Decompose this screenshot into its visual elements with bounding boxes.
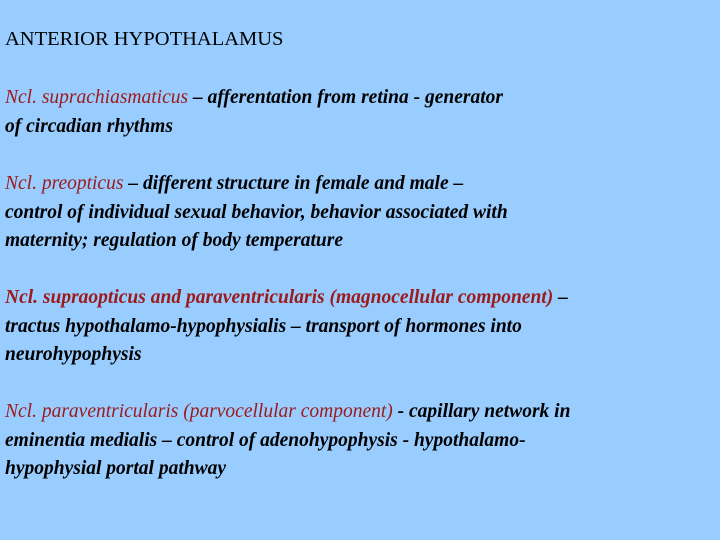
description-text: – different structure in female and male – — [123, 173, 464, 194]
description-text: eminentia medialis – control of adenohypophysis - hypothalamo- — [5, 429, 526, 451]
paragraph-paraventricularis — [5, 398, 717, 484]
nucleus-name: Ncl. preopticus — [5, 173, 124, 194]
paragraph-suprachiasmaticus — [5, 84, 717, 141]
text-line — [5, 455, 717, 484]
text-line — [5, 427, 717, 456]
description-text: tractus hypothalamo-hypophysialis – transport of hormones into — [5, 315, 522, 337]
description-text: - capillary network in — [392, 401, 571, 422]
description-text: of circadian rhythms — [5, 115, 173, 137]
text-line — [5, 341, 717, 370]
paragraph-preopticus — [5, 170, 717, 256]
description-text: control of individual sexual behavior, behavior associated with — [5, 201, 508, 223]
nucleus-name: Ncl. supraopticus and paraventricularis (magnocellular component) — [5, 287, 554, 308]
text-line — [5, 113, 717, 142]
text-line — [5, 227, 717, 256]
description-text: neurohypophysis — [5, 344, 142, 365]
description-text: – afferentation from retina - generator — [188, 87, 503, 108]
description-text: hypophysial portal pathway — [5, 458, 227, 479]
text-line — [5, 313, 717, 342]
text-line — [5, 84, 717, 113]
description-text: – — [553, 287, 568, 308]
text-line — [5, 284, 717, 313]
text-line — [5, 398, 717, 427]
description-text: maternity; regulation of body temperature — [5, 230, 343, 251]
nucleus-name: Ncl. suprachiasmaticus — [5, 87, 189, 108]
slide-title: ANTERIOR HYPOTHALAMUS — [5, 28, 284, 50]
paragraph-supraopticus — [5, 284, 717, 370]
text-line — [5, 199, 717, 228]
text-line — [5, 170, 717, 199]
nucleus-name: Ncl. paraventricularis (parvocellular component) — [5, 401, 393, 422]
